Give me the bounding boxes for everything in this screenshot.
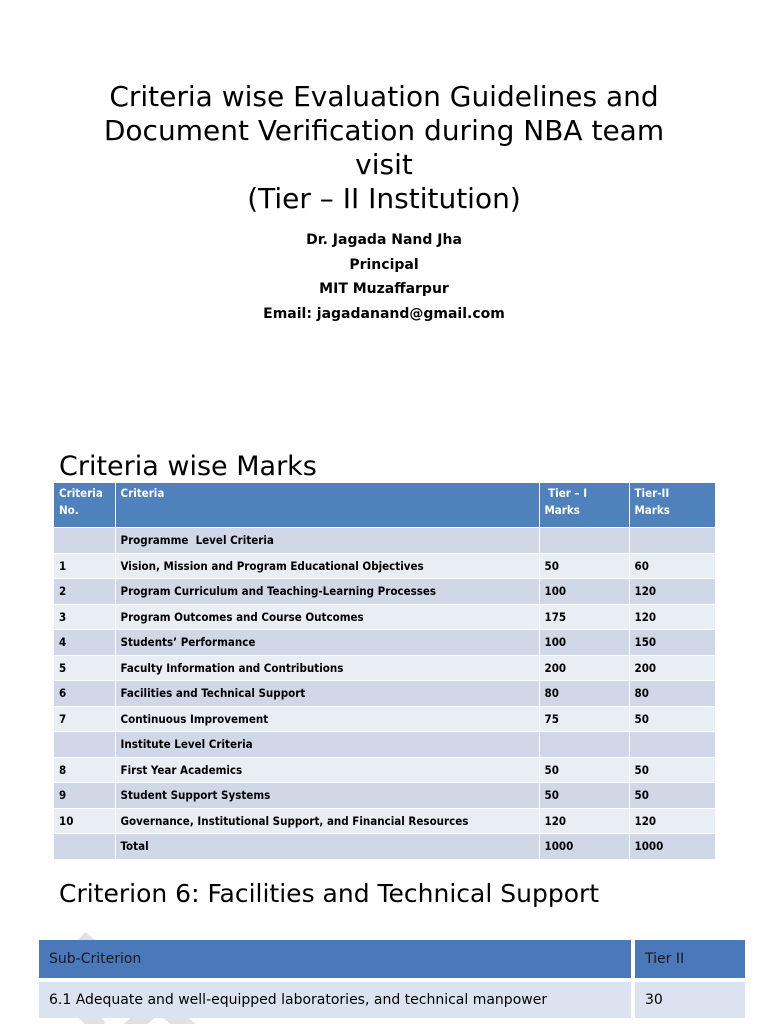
criteria-no-cell: 8 [54,757,115,783]
tier2-marks-cell: 1000 [629,834,715,859]
tier2-marks-cell: 80 [629,681,715,707]
table-row [54,630,715,656]
criteria-cell: Faculty Information and Contributions [115,655,539,681]
table-row [54,604,715,630]
column-header-sub-criterion: Sub-Criterion [39,940,633,980]
table-row [54,808,715,834]
criteria-no-cell: 7 [54,706,115,732]
tier1-marks-cell: 120 [539,808,629,834]
author-institution: MIT Muzaffarpur [319,281,449,297]
criteria-cell: Institute Level Criteria [115,732,539,758]
table-row-total [54,834,715,859]
table-row [39,980,747,1018]
table-row [54,706,715,732]
table-row [54,681,715,707]
marks-heading: Criteria wise Marks [59,451,317,482]
table-row [54,528,715,554]
criteria-cell: Program Outcomes and Course Outcomes [115,604,539,630]
tier1-marks-cell: 100 [539,630,629,656]
tier2-marks-cell: 50 [629,757,715,783]
tier2-marks-cell: 150 [629,630,715,656]
criteria-no-cell [54,732,115,758]
criteria-cell: Students’ Performance [115,630,539,656]
criteria-no-cell [54,528,115,554]
tier2-marks-cell [629,528,715,554]
document-title [60,80,708,216]
criteria-cell: Facilities and Technical Support [115,681,539,707]
table-row [54,655,715,681]
tier2-marks-cell: 120 [629,579,715,605]
tier1-marks-cell: 50 [539,553,629,579]
sub-criterion-cell: 6.1 Adequate and well-equipped laboratories, and technical manpower [39,980,633,1018]
column-header-criteria-no: Criteria No. [54,483,115,528]
tier1-marks-cell: 50 [539,783,629,809]
tier2-marks-cell: 50 [629,706,715,732]
tier1-marks-cell: 50 [539,757,629,783]
criteria-no-cell [54,834,115,859]
author-name: Dr. Jagada Nand Jha [306,232,462,248]
column-header-tier2-marks: Tier-II Marks [629,483,715,528]
author-designation: Principal [349,256,419,273]
criteria-no-cell: 9 [54,783,115,809]
criteria-no-cell: 2 [54,579,115,605]
tier1-marks-cell [539,732,629,758]
title-line: visit [355,148,413,181]
criteria-cell: Continuous Improvement [115,706,539,732]
criteria-marks-table [54,483,716,859]
column-header-criteria: Criteria [115,483,539,528]
criteria-cell: Governance, Institutional Support, and Financial Resources [115,808,539,834]
title-line: Criteria wise Evaluation Guidelines and [109,80,659,113]
tier1-marks-cell: 175 [539,604,629,630]
author-block [184,228,584,326]
tier1-marks-cell: 1000 [539,834,629,859]
column-header-tier1-marks: Tier – I Marks [539,483,629,528]
tier2-marks-cell: 120 [629,808,715,834]
criteria-no-cell: 4 [54,630,115,656]
criteria-cell: Student Support Systems [115,783,539,809]
tier1-marks-cell: 75 [539,706,629,732]
tier2-marks-cell: 200 [629,655,715,681]
tier2-marks-cell: 30 [633,980,747,1018]
tier1-marks-cell: 80 [539,681,629,707]
column-header-tier2: Tier II [633,940,747,980]
criteria-no-cell: 1 [54,553,115,579]
criteria-cell: Total [115,834,539,859]
criteria-no-cell: 10 [54,808,115,834]
tier2-marks-cell: 60 [629,553,715,579]
criteria-cell: Vision, Mission and Program Educational Objectives [115,553,539,579]
author-email: Email: jagadanand@gmail.com [263,305,505,322]
sub-criterion-table [39,940,749,1018]
table-row [54,757,715,783]
table-row [54,732,715,758]
tier2-marks-cell: 120 [629,604,715,630]
table-row [54,553,715,579]
criteria-no-cell: 5 [54,655,115,681]
tier1-marks-cell: 100 [539,579,629,605]
tier1-marks-cell [539,528,629,554]
criteria-no-cell: 6 [54,681,115,707]
tier1-marks-cell: 200 [539,655,629,681]
criterion6-heading: Criterion 6: Facilities and Technical Support [59,879,600,908]
criteria-no-cell: 3 [54,604,115,630]
criteria-cell: Programme Level Criteria [115,528,539,554]
tier2-marks-cell: 50 [629,783,715,809]
title-line: (Tier – II Institution) [247,182,521,215]
table-row [54,783,715,809]
table-row [54,579,715,605]
table-header-row [54,483,715,528]
criteria-cell: First Year Academics [115,757,539,783]
tier2-marks-cell [629,732,715,758]
title-line: Document Verification during NBA team [103,114,665,147]
criteria-cell: Program Curriculum and Teaching-Learning Processes [115,579,539,605]
table-header-row [39,940,747,980]
